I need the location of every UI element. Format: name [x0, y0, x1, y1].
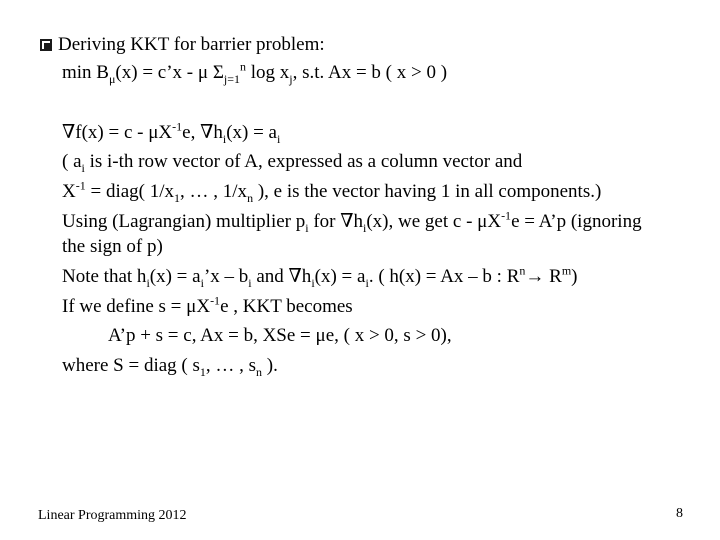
page-number: 8: [676, 506, 683, 521]
lagrangian-line: Using (Lagrangian) multiplier $p_i$ for $\nabla h_i(x)$, we get c - $\mu X^{-1}e$ = A’p (ignoring: [62, 208, 642, 235]
note-line: Note that $h_i(x)$ = $a_i’x - b_i$ and $\nabla h_i(x) = a_i$. ( h(x) = Ax – b : $R^n\to R^m$): [62, 263, 578, 290]
square-bullet-icon: [40, 39, 52, 51]
kkt-conditions: A’p + s = c, Ax = b, XSe = μe, ( x > 0, s > 0),: [108, 325, 452, 346]
lagrangian-line-2: the sign of p): [62, 236, 163, 257]
where-line: where S = diag ( $s_1$, … , $s_n$ ).: [62, 355, 278, 379]
problem-statement: $\min B_\mu(x)$ = c’x - μ $\Sigma_{j=1}^n$ $\log x_j$, s.t. Ax = b ( x > 0 ): [62, 59, 448, 86]
define-line: If we define $s = \mu X^{-1}e$ , KKT becomes: [62, 293, 353, 317]
xinv-line: $X^{-1}$ = diag( $1/x_1$, … , $1/x_n$ ), e is the vector having 1 in all components.): [62, 178, 602, 205]
heading-text: Deriving KKT for barrier problem:: [58, 34, 325, 55]
ai-note-line: ( $a_i$ is i-th row vector of A, expressed as a column vector and: [62, 151, 523, 175]
footer-course: Linear Programming 2012: [38, 508, 187, 523]
heading: [40, 34, 325, 56]
gradient-line: $\nabla f(x) = c - \mu X^{-1}e$, $\nabla h_i(x) = a_i$: [62, 119, 281, 146]
